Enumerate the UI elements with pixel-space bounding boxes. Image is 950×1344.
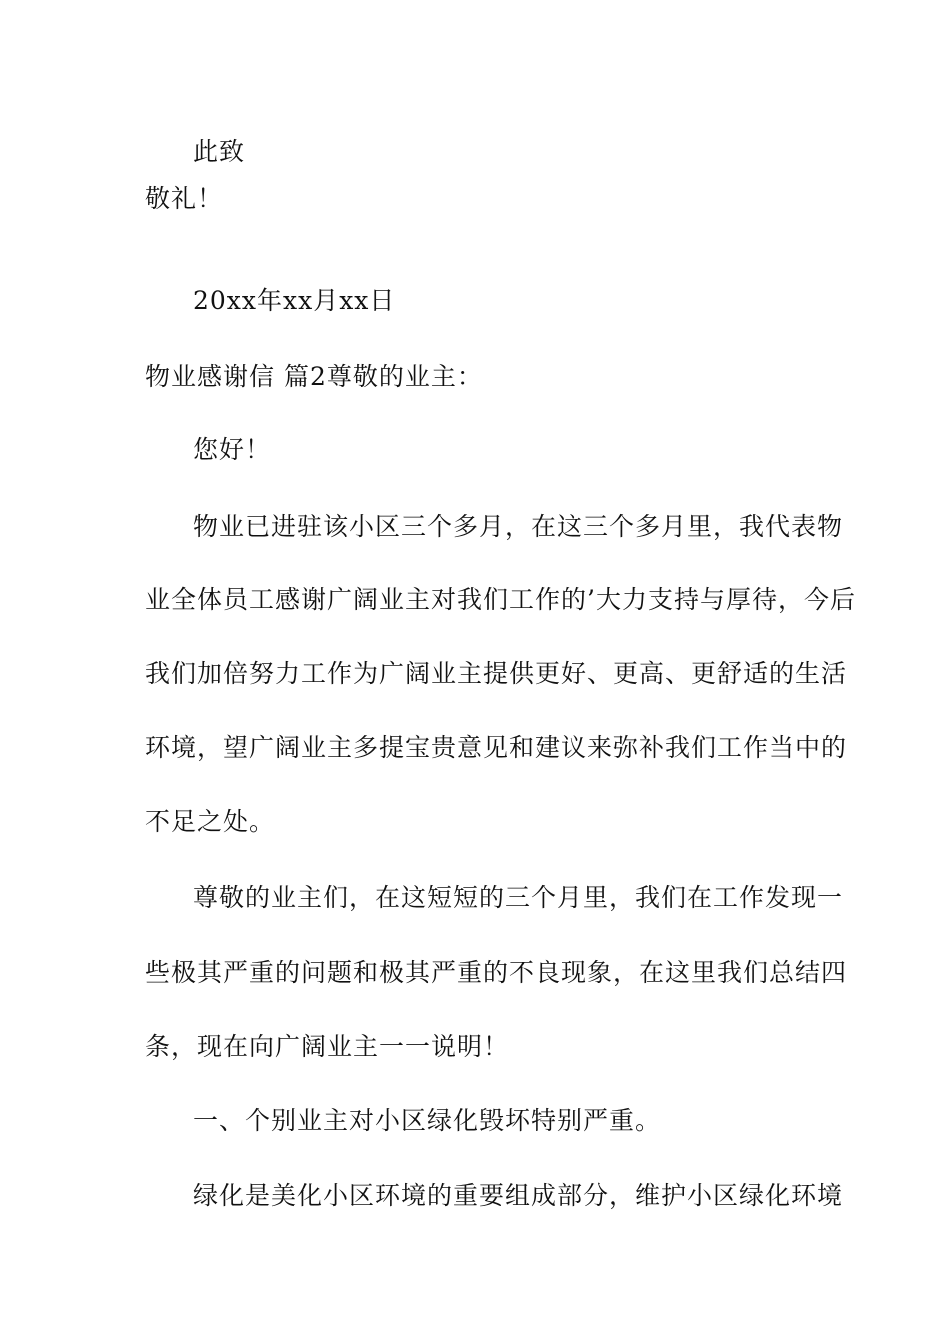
paragraph-line: 环境，望广阔业主多提宝贵意见和建议来弥补我们工作当中的 — [145, 733, 848, 762]
paragraph-line: 物业已进驻该小区三个多月，在这三个多月里，我代表物 — [193, 512, 844, 541]
paragraph-line: 不足之处。 — [145, 807, 276, 836]
letter-heading: 物业感谢信 篇2尊敬的业主： — [145, 362, 483, 391]
paragraph-line: 些极其严重的问题和极其严重的不良现象，在这里我们总结四 — [145, 958, 848, 987]
paragraph-line: 绿化是美化小区环境的重要组成部分，维护小区绿化环境 — [193, 1181, 844, 1210]
closing-line: 此致 — [193, 137, 246, 166]
section-heading: 一、个别业主对小区绿化毁坏特别严重。 — [193, 1106, 662, 1135]
greeting-line: 您好！ — [193, 435, 272, 464]
paragraph-line: 业全体员工感谢广阔业主对我们工作的’大力支持与厚待，今后 — [145, 585, 856, 614]
paragraph-line: 条，现在向广阔业主一一说明！ — [145, 1032, 510, 1061]
salutation-line: 敬礼！ — [145, 184, 224, 213]
paragraph-line: 尊敬的业主们，在这短短的三个月里，我们在工作发现一 — [193, 883, 844, 912]
paragraph-line: 我们加倍努力工作为广阔业主提供更好、更高、更舒适的生活 — [145, 659, 848, 688]
date-line: 20xx年xx月xx日 — [193, 286, 396, 315]
